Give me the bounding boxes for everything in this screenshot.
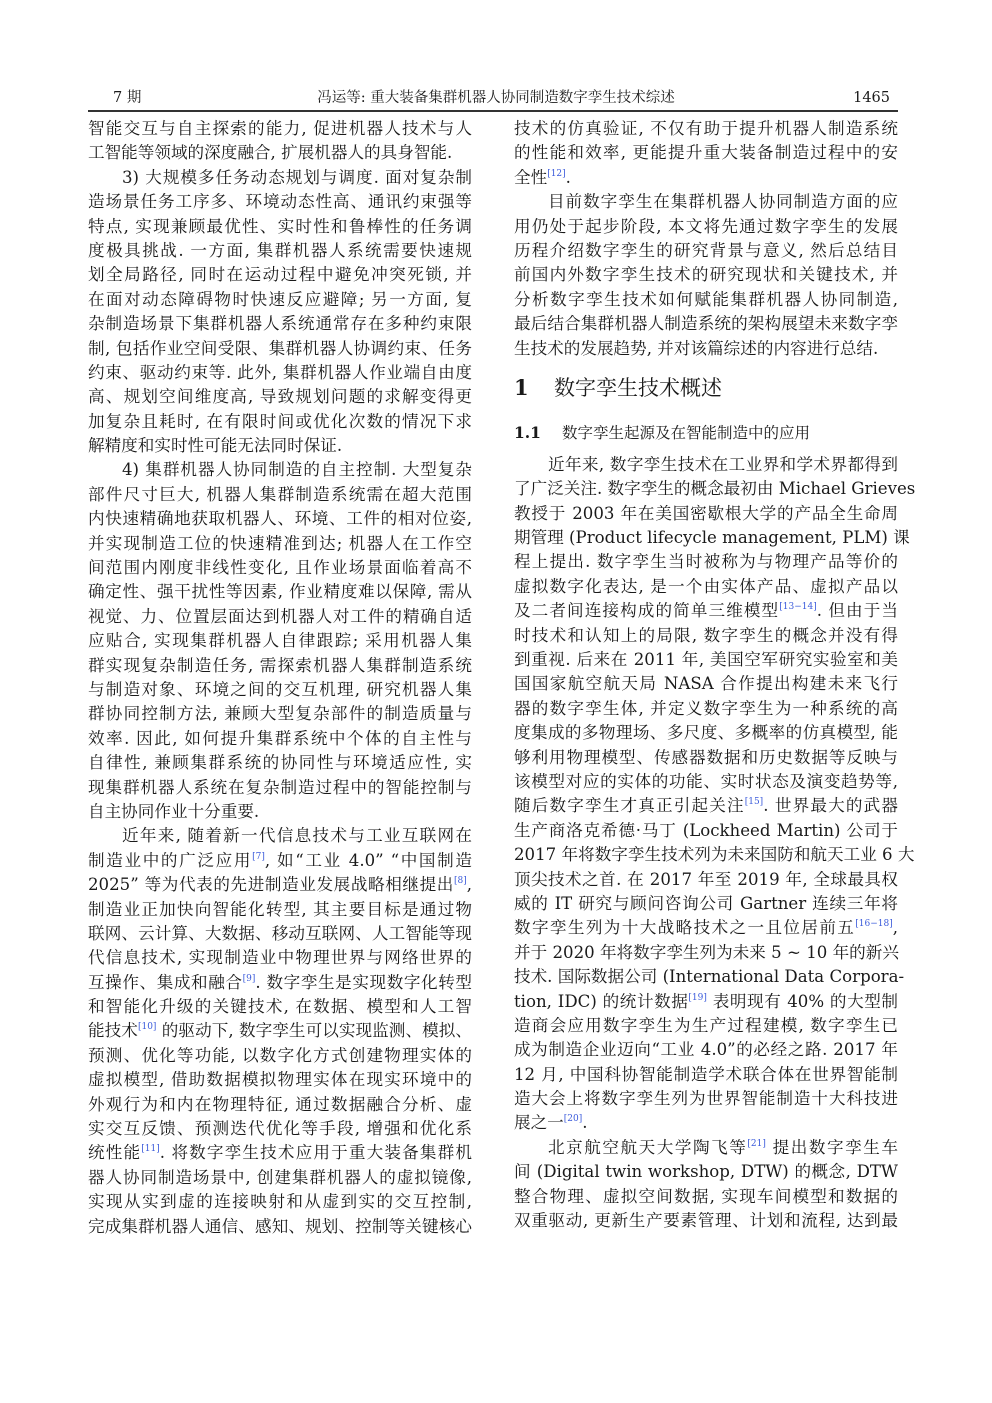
text-segment: 近年来, 随着新一代信息技术与工业互联网在 xyxy=(122,826,472,846)
section-heading xyxy=(514,373,898,403)
citation-link[interactable]: [11] xyxy=(141,1144,160,1155)
text-segment: 工智能等领域的深度融合, 扩展机器人的具身智能. xyxy=(88,143,453,163)
text-segment: 威的 IT 研究与顾问咨询公司 Gartner 连续三年将 xyxy=(514,893,898,913)
text-segment: 国国家航空航天局 NASA 合作提出构建未来飞行 xyxy=(514,674,898,694)
text-segment: 生产商洛克希德·马丁 (Lockheed Martin) 公司于 xyxy=(514,820,898,840)
text-segment: 虚拟数字化表达, 是一个由实体产品、虚拟产品以 xyxy=(514,576,898,596)
citation-link[interactable]: [9] xyxy=(242,973,256,984)
text-line xyxy=(514,1063,898,1087)
citation-link[interactable]: [15] xyxy=(744,797,764,808)
text-segment: 的性能和效率, 更能提升重大装备制造过程中的安 xyxy=(514,143,898,163)
text-line xyxy=(88,190,472,214)
text-line xyxy=(514,990,898,1014)
text-segment: 期管理 (Product lifecycle management, PLM) 课 xyxy=(514,528,910,548)
paragraph xyxy=(88,166,472,459)
text-line xyxy=(88,532,472,556)
text-segment: 器人协同制造场景中, 创建集群机器人的虚拟镜像, xyxy=(88,1167,472,1187)
text-segment: 技术的仿真验证, 不仅有助于提升机器人制造系统 xyxy=(514,119,898,138)
text-line xyxy=(514,575,898,599)
text-segment: 展之一 xyxy=(514,1113,564,1133)
text-segment: 加复杂且耗时, 在有限时间或优化次数的情况下求 xyxy=(88,411,472,431)
subsection-number: 1.1 xyxy=(514,422,541,442)
text-line xyxy=(514,337,898,361)
paragraph xyxy=(514,190,898,361)
text-line xyxy=(514,312,898,336)
text-line xyxy=(88,824,472,848)
text-line xyxy=(88,361,472,385)
text-segment: 预测、优化等功能, 以数字化方式创建物理实体的 xyxy=(88,1045,472,1065)
text-segment: 及二者间连接构成的简单三维模型 xyxy=(514,601,780,621)
text-line xyxy=(514,624,898,648)
text-line xyxy=(88,849,472,873)
right-column-bottom xyxy=(514,453,916,1234)
text-segment: 2025” 等为代表的先进制造业发展战略相继提出 xyxy=(88,875,454,895)
citation-link[interactable]: [19] xyxy=(688,992,707,1003)
text-line xyxy=(88,556,472,580)
text-line xyxy=(88,288,472,312)
text-segment: 能技术 xyxy=(88,1021,138,1041)
running-title: 冯运等: 重大装备集群机器人协同制造数字孪生技术综述 xyxy=(317,90,675,106)
text-segment: 到重视. 后来在 2011 年, 美国空军研究实验室和美 xyxy=(514,650,898,670)
text-line xyxy=(88,312,472,336)
text-segment: 提出数字孪生车 xyxy=(765,1137,899,1157)
text-segment: 造商会应用数字孪生为生产过程建模, 数字孪生已 xyxy=(514,1015,898,1035)
text-line xyxy=(514,819,898,843)
text-segment: 自主协同作业十分重要. xyxy=(88,801,260,821)
text-line xyxy=(514,141,898,165)
text-segment: 了广泛关注. 数字孪生的概念最初由 Michael Grieves xyxy=(514,479,916,499)
text-line xyxy=(88,117,472,141)
text-segment: , xyxy=(466,875,472,895)
text-line xyxy=(88,922,472,946)
text-segment: 自律性, 兼顾集群系统的协同性与环境适应性, 实 xyxy=(88,753,472,773)
text-line xyxy=(514,965,905,989)
text-line xyxy=(514,746,898,770)
text-segment: 目前数字孪生在集群机器人协同制造方面的应 xyxy=(548,192,898,212)
text-segment: 内快速精确地获取机器人、环境、工件的相对位姿, xyxy=(88,509,472,529)
text-line xyxy=(88,946,472,970)
text-segment: 够利用物理模型、传感器数据和历史数据等反映与 xyxy=(514,747,898,767)
text-segment: 该模型对应的实体的功能、实时状态及演变趋势等, xyxy=(514,771,898,791)
text-line xyxy=(88,995,472,1019)
text-segment: 间范围内刚度非线性变化, 且作业场景面临着高不 xyxy=(88,558,472,578)
text-line xyxy=(514,843,915,867)
text-segment: 完成集群机器人通信、感知、规划、控制等关键核心 xyxy=(88,1216,472,1236)
text-segment: 整合物理、虚拟空间数据, 实现车间模型和数据的 xyxy=(514,1186,898,1206)
subsection-heading xyxy=(514,421,898,445)
text-segment: 前国内外数字孪生技术的研究现状和关键技术, 并 xyxy=(514,265,898,285)
text-segment: 确定性、强干扰性等因素, 作业精度难以保障, 需从 xyxy=(88,582,472,602)
text-segment: 制造业中的广泛应用 xyxy=(88,850,253,870)
text-segment: 智能交互与自主探索的能力, 促进机器人技术与人 xyxy=(88,119,472,138)
text-line xyxy=(88,776,472,800)
text-line xyxy=(514,263,898,287)
text-line xyxy=(514,1160,898,1184)
text-line xyxy=(88,215,472,239)
text-segment: 近年来, 数字孪生技术在工业界和学术界都得到 xyxy=(548,454,898,474)
text-segment: . 数字孪生是实现数字化转型 xyxy=(255,972,472,992)
text-segment: 与制造对象、环境之间的交互机理, 研究机器人集 xyxy=(88,679,472,699)
text-segment: 顶尖技术之首. 在 2017 年至 2019 年, 全球最具权 xyxy=(514,869,898,889)
text-segment: . xyxy=(582,1113,588,1133)
text-line xyxy=(514,697,898,721)
text-line xyxy=(88,873,472,897)
text-segment: tion, IDC) 的统计数据 xyxy=(514,991,689,1011)
citation-link[interactable]: [21] xyxy=(747,1138,766,1149)
text-segment: 实交互反馈、预测迭代优化等手段, 增强和优化系 xyxy=(88,1119,472,1139)
text-segment: 历程介绍数字孪生的研究背景与意义, 然后总结目 xyxy=(514,240,898,260)
text-line xyxy=(88,629,472,653)
text-line xyxy=(88,458,472,482)
text-segment: 双重驱动, 更新生产要素管理、计划和流程, 达到最 xyxy=(514,1211,898,1231)
text-segment: , 如“工业 4.0” “中国制造 xyxy=(264,850,472,870)
text-line xyxy=(88,263,472,287)
text-segment: 高、规划空间维度高, 导致规划问题的求解变得更 xyxy=(88,387,472,407)
text-segment: 应贴合, 实现集群机器人自律跟踪; 采用机器人集 xyxy=(88,631,472,651)
page-number: 1465 xyxy=(853,90,890,106)
text-line xyxy=(88,971,472,995)
paragraph xyxy=(88,458,472,824)
text-line xyxy=(88,1166,472,1190)
text-line xyxy=(88,727,472,751)
text-segment: 用仍处于起步阶段, 本文将先通过数字孪生的发展 xyxy=(514,216,898,236)
text-line xyxy=(514,453,898,477)
text-line xyxy=(514,1185,898,1209)
text-line xyxy=(88,337,472,361)
text-segment: . 世界最大的武器 xyxy=(763,796,898,816)
text-line xyxy=(514,916,898,940)
text-line xyxy=(514,166,898,190)
right-column xyxy=(514,117,916,1233)
text-line xyxy=(88,654,472,678)
section-number: 1 xyxy=(514,374,529,400)
subsection-title: 数字孪生起源及在智能制造中的应用 xyxy=(562,423,811,442)
text-line xyxy=(514,526,910,550)
text-line xyxy=(514,239,898,263)
text-line xyxy=(88,702,472,726)
text-line xyxy=(514,892,898,916)
text-line xyxy=(514,941,898,965)
text-segment: 视觉、力、位置层面达到机器人对工件的精确自适 xyxy=(88,606,472,626)
text-segment: . xyxy=(565,167,571,187)
citation-link[interactable]: [12] xyxy=(547,168,566,179)
text-line xyxy=(88,166,472,190)
text-line xyxy=(514,599,898,623)
text-line xyxy=(88,678,472,702)
text-segment: 北京航空航天大学陶飞等 xyxy=(548,1137,748,1157)
text-line xyxy=(88,507,472,531)
text-line xyxy=(88,580,472,604)
text-line xyxy=(514,502,898,526)
text-line xyxy=(88,605,472,629)
text-segment: 现集群机器人系统在复杂制造过程中的智能控制与 xyxy=(88,777,472,797)
text-segment: 群协同控制方法, 兼顾大型复杂部件的制造质量与 xyxy=(88,704,472,724)
text-segment: 虚拟模型, 借助数据模拟物理实体在现实环境中的 xyxy=(88,1070,472,1090)
text-segment: 器的数字孪生体, 并定义数字孪生为一种系统的高 xyxy=(514,698,898,718)
text-segment: 解精度和实时性可能无法同时保证. xyxy=(88,436,343,456)
text-line xyxy=(88,410,472,434)
text-line xyxy=(514,1111,898,1135)
text-line xyxy=(88,898,472,922)
text-line xyxy=(88,483,472,507)
text-line xyxy=(88,239,472,263)
text-line xyxy=(514,648,898,672)
paragraph xyxy=(514,453,916,1136)
text-segment: 效率. 因此, 如何提升集群系统中个体的自主性与 xyxy=(88,728,472,748)
text-line xyxy=(88,1117,472,1141)
citation-link[interactable]: [8] xyxy=(453,876,467,887)
text-line xyxy=(514,1087,898,1111)
text-segment: 4) 集群机器人协同制造的自主控制. 大型复杂 xyxy=(122,460,472,480)
text-segment: 杂制造场景下集群机器人系统通常存在多种约束限 xyxy=(88,314,472,334)
text-line xyxy=(88,434,472,458)
text-line xyxy=(514,1136,898,1160)
text-segment: 技术. 国际数据公司 (International Data Corpora- xyxy=(514,967,905,987)
text-line xyxy=(514,288,898,312)
paragraph xyxy=(514,1136,898,1234)
text-segment: 群实现复杂制造任务, 需探索机器人集群制造系统 xyxy=(88,655,472,675)
text-line xyxy=(88,1019,472,1043)
text-line xyxy=(514,770,898,794)
text-segment: 程上提出. 数字孪生当时被称为与物理产品等价的 xyxy=(514,552,898,572)
text-line xyxy=(88,1044,472,1068)
text-segment: 的驱动下, 数字孪生可以实现监测、模拟、 xyxy=(156,1021,473,1041)
text-segment: 度集成的多物理场、多尺度、多概率的仿真模型, 能 xyxy=(514,723,898,743)
text-line xyxy=(88,385,472,409)
text-segment: 互操作、集成和融合 xyxy=(88,972,243,992)
text-segment: 划全局路径, 同时在运动过程中避免冲突死锁, 并 xyxy=(88,265,472,285)
text-segment: 数字孪生列为十大战略技术之一且位居前五 xyxy=(514,918,856,938)
text-line xyxy=(88,1068,472,1092)
text-line xyxy=(88,141,472,165)
text-segment: 外观行为和内在物理特征, 通过数据融合分析、虚 xyxy=(88,1094,472,1114)
text-segment: . 将数字孪生技术应用于重大装备集群机 xyxy=(159,1143,472,1163)
text-segment: 时技术和认知上的局限, 数字孪生的概念并没有得 xyxy=(514,625,898,645)
section-title: 数字孪生技术概述 xyxy=(554,375,722,400)
text-segment: 部件尺寸巨大, 机器人集群制造系统需在超大范围 xyxy=(88,484,472,504)
text-line xyxy=(514,1014,898,1038)
citation-link[interactable]: [10] xyxy=(137,1022,157,1033)
text-line xyxy=(514,215,898,239)
text-line xyxy=(88,1141,472,1165)
text-segment: 实现从实到虚的连接映射和从虚到实的交互控制, xyxy=(88,1192,472,1212)
citation-link[interactable]: [13−14] xyxy=(779,602,817,613)
text-segment: 造场景任务工序多、环境动态性高、通讯约束强等 xyxy=(88,192,472,212)
text-segment: 和智能化升级的关键技术, 在数据、模型和人工智 xyxy=(88,997,472,1017)
text-line xyxy=(514,672,898,696)
text-segment: 并实现制造工位的快速精准到达; 机器人在工作空 xyxy=(88,533,472,553)
text-line xyxy=(514,1209,898,1233)
text-segment: . 但由于当 xyxy=(816,601,898,621)
text-line xyxy=(88,751,472,775)
citation-link[interactable]: [20] xyxy=(563,1114,583,1125)
text-line xyxy=(514,1038,898,1062)
text-segment: 分析数字孪生技术如何赋能集群机器人协同制造, xyxy=(514,289,898,309)
text-segment: 最后结合集群机器人制造系统的架构展望未来数字孪 xyxy=(514,314,898,334)
issue-number: 7 期 xyxy=(113,90,142,106)
text-line xyxy=(88,800,472,824)
paragraph xyxy=(88,824,472,1239)
text-segment: 代信息技术, 实现制造业中物理世界与网络世界的 xyxy=(88,948,472,968)
text-segment: 统性能 xyxy=(88,1143,142,1163)
text-line xyxy=(514,550,898,574)
paragraph xyxy=(514,117,898,190)
text-segment: 度极具挑战. 一方面, 集群机器人系统需要快速规 xyxy=(88,240,472,260)
text-line xyxy=(514,794,898,818)
text-segment: 约束、驱动约束等. 此外, 集群机器人作业端自由度 xyxy=(88,362,472,382)
text-segment: 教授于 2003 年在美国密歇根大学的产品全生命周 xyxy=(514,503,898,523)
text-segment: 联网、云计算、大数据、移动互联网、人工智能等现 xyxy=(88,923,472,943)
text-line xyxy=(514,477,916,501)
text-segment: 表明现有 40% 的大型制 xyxy=(706,991,898,1011)
text-segment: 造大会上将数字孪生列为世界智能制造十大科技进 xyxy=(514,1089,898,1109)
text-line xyxy=(514,721,898,745)
text-line xyxy=(514,868,898,892)
text-segment: 制, 包括作业空间受限、集群机器人协调约束、任务 xyxy=(88,338,472,358)
citation-link[interactable]: [16−18] xyxy=(855,919,893,930)
text-segment: 成为制造企业迈向“工业 4.0”的必经之路. 2017 年 xyxy=(514,1040,898,1060)
text-segment: 制造业正加快向智能化转型, 其主要目标是通过物 xyxy=(88,899,472,919)
text-line xyxy=(514,190,898,214)
paragraph xyxy=(88,117,472,166)
text-segment: , xyxy=(892,918,898,938)
text-segment: 生技术的发展趋势, 并对该篇综述的内容进行总结. xyxy=(514,338,879,358)
citation-link[interactable]: [7] xyxy=(252,851,265,862)
right-column-top xyxy=(514,117,898,361)
text-segment: 并于 2020 年将数字孪生列为未来 5 ~ 10 年的新兴 xyxy=(514,942,899,962)
left-column xyxy=(88,117,472,1239)
text-segment: 在面对动态障碍物时快速反应避障; 另一方面, 复 xyxy=(88,289,472,309)
text-segment: 特点, 实现兼顾最优性、实时性和鲁棒性的任务调 xyxy=(88,216,472,236)
text-line xyxy=(514,117,898,141)
text-line xyxy=(88,1190,472,1214)
text-segment: 全性 xyxy=(514,167,548,187)
header-rule xyxy=(88,110,898,112)
text-segment: 3) 大规模多任务动态规划与调度. 面对复杂制 xyxy=(122,167,472,187)
text-segment: 2017 年将数字孪生技术列为未来国防和航天工业 6 大 xyxy=(514,845,915,865)
text-segment: 随后数字孪生才真正引起关注 xyxy=(514,796,745,816)
text-line xyxy=(88,1215,472,1239)
text-segment: 间 (Digital twin workshop, DTW) 的概念, DTW xyxy=(514,1162,898,1182)
text-segment: 12 月, 中国科协智能制造学术联合体在世界智能制 xyxy=(514,1064,898,1084)
text-line xyxy=(88,1093,472,1117)
